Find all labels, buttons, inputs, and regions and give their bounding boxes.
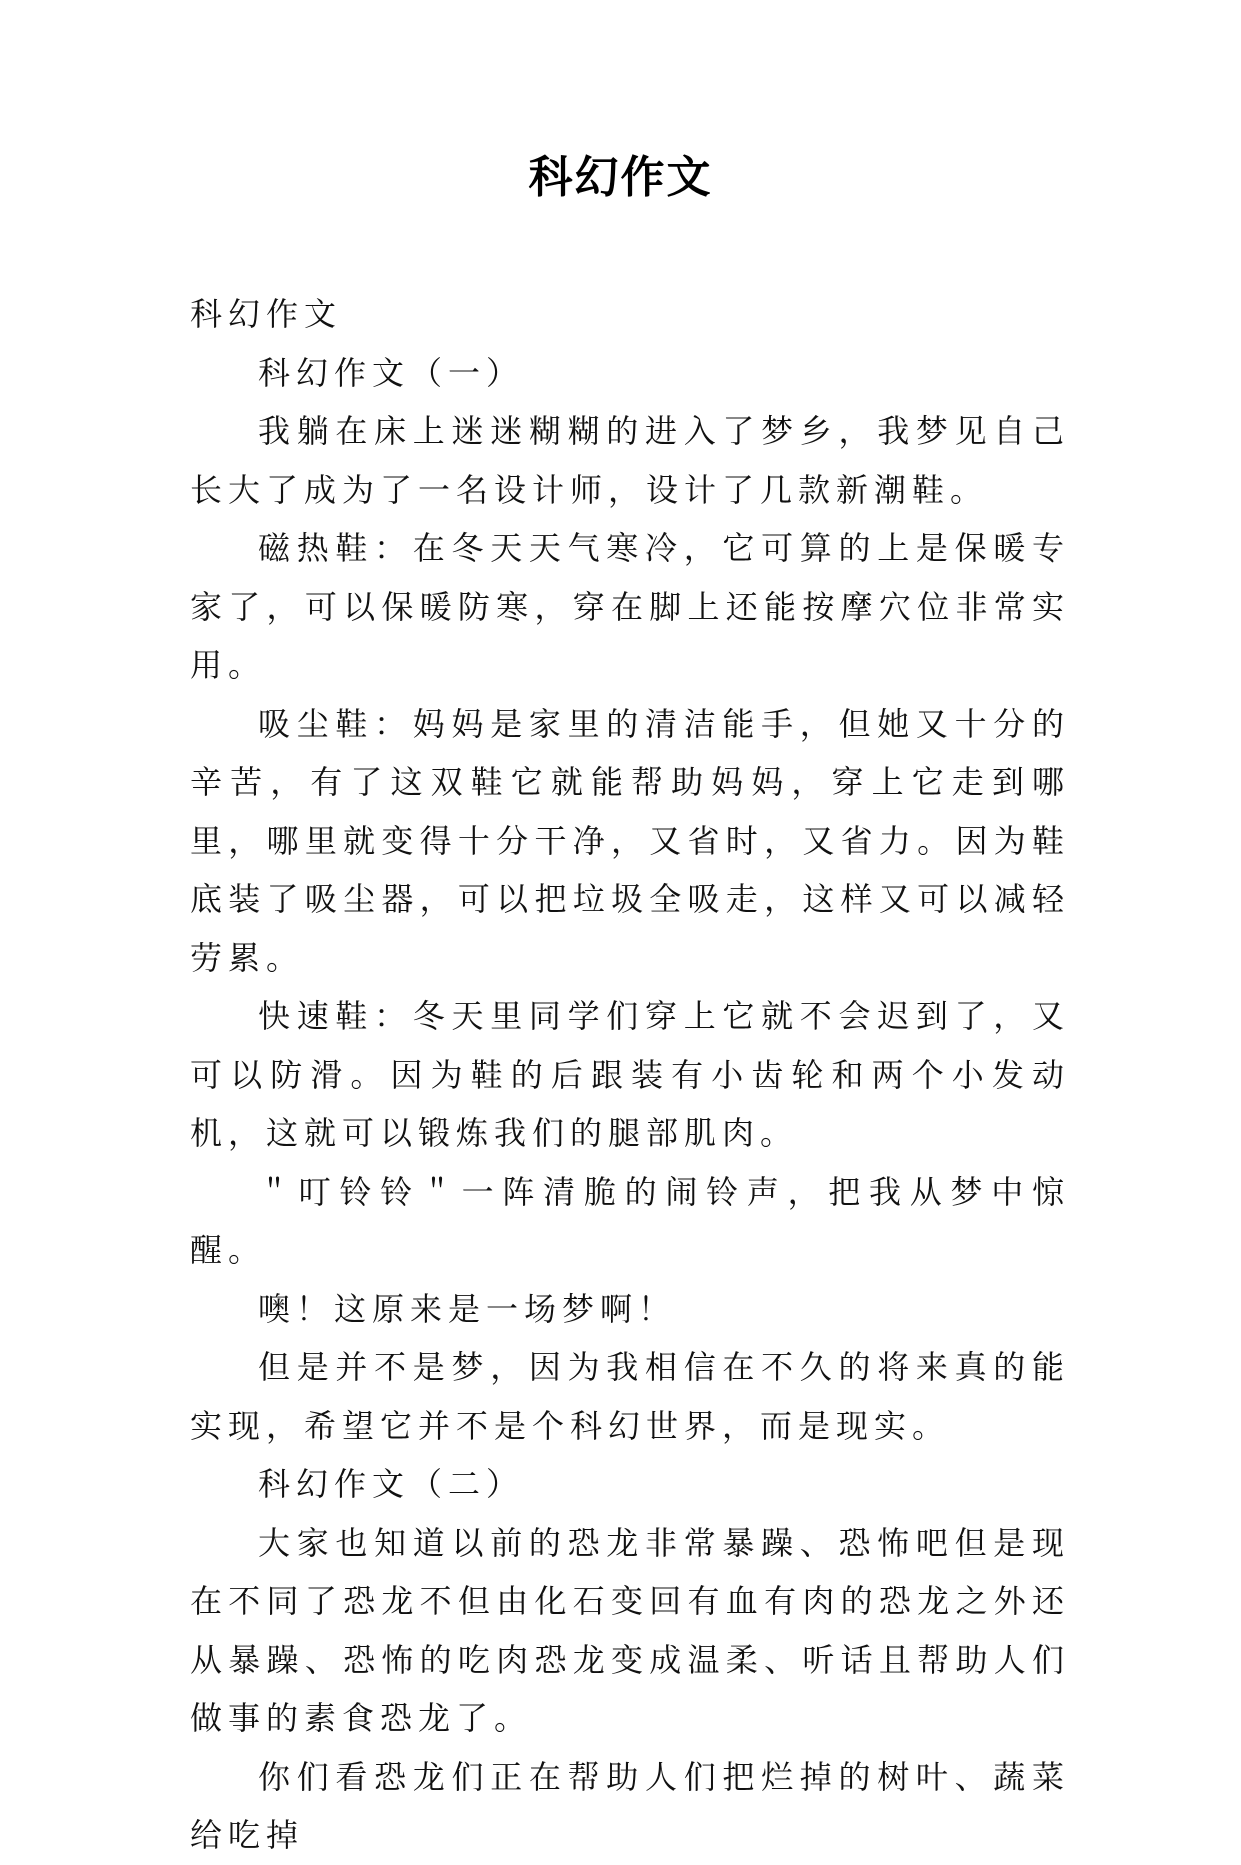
document-title: 科幻作文 (528, 152, 713, 203)
paragraph: 你们看恐龙们正在帮助人们把烂掉的树叶、蔬菜给吃掉 (190, 1757, 1070, 1854)
paragraph: 科幻作文（一） (258, 353, 525, 392)
paragraph: 但是并不是梦，因为我相信在不久的将来真的能实现，希望它并不是个科幻世界，而是现实。 (190, 1348, 1070, 1445)
paragraph: 磁热鞋：在冬天天气寒冷，它可算的上是保暖专家了，可以保暖防寒，穿在脚上还能按摩穴位非常实用。 (190, 529, 1070, 684)
document-body (190, 285, 1070, 1865)
paragraph: 科幻作文 (190, 295, 343, 333)
paragraph: 快速鞋：冬天里同学们穿上它就不会迟到了，又可以防滑。因为鞋的后跟装有小齿轮和两个小发动机，这就可以锻炼我们的腿部肌肉。 (190, 997, 1070, 1152)
paragraph: 我躺在床上迷迷糊糊的进入了梦乡，我梦见自己长大了成为了一名设计师，设计了几款新潮鞋。 (190, 412, 1070, 509)
paragraph: 噢！这原来是一场梦啊！ (258, 1289, 677, 1328)
paragraph: 大家也知道以前的恐龙非常暴躁、恐怖吧但是现在不同了恐龙不但由化石变回有血有肉的恐龙之外还从暴躁、恐怖的吃肉恐龙变成温柔、听话且帮助人们做事的素食恐龙了。 (190, 1523, 1070, 1737)
paragraph: 吸尘鞋：妈妈是家里的清洁能手，但她又十分的辛苦，有了这双鞋它就能帮助妈妈，穿上它走到哪里，哪里就变得十分干净，又省时，又省力。因为鞋底装了吸尘器，可以把垃圾全吸走，这样又可以减轻劳累。 (190, 704, 1070, 977)
paragraph: ＂叮铃铃＂一阵清脆的闹铃声，把我从梦中惊醒。 (190, 1172, 1070, 1269)
paragraph: 科幻作文（二） (258, 1465, 525, 1503)
